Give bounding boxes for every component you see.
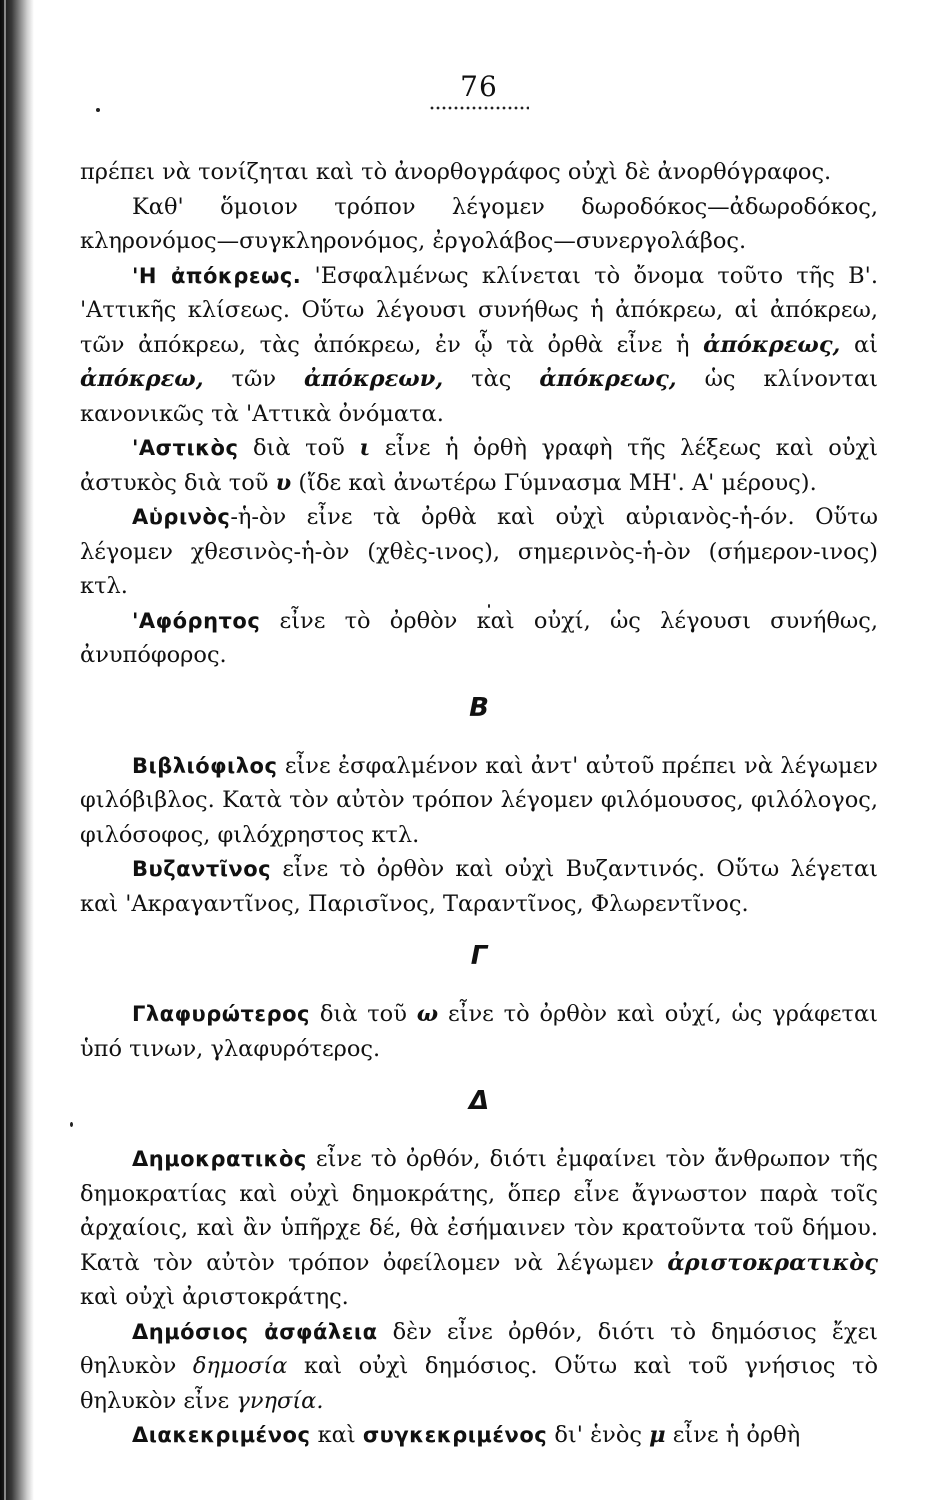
paragraph [80,190,878,259]
text-run: διὰ τοῦ [310,1001,417,1027]
paragraph [80,1418,878,1453]
paragraph [80,852,878,921]
text-run: καὶ [310,1422,363,1448]
headword: Διακεκριμένος [132,1423,311,1447]
paragraph [80,155,878,190]
headword: 'Η ἀπόκρεως. [132,263,302,288]
paragraph [80,749,878,853]
text-run: ὡς κλίνονται κανονικῶς τὰ 'Αττικὰ ὀνόματα. [80,366,879,427]
headword: Γλαφυρώτερος [132,1002,310,1026]
paragraph [80,1142,878,1315]
headword: Αὑρινὸς [132,505,231,529]
section-letter-heading: Δ [468,1086,490,1116]
text-run: εἶνε τὸ ὀρθὸν καὶ οὐχί, ὡς λέγουσι συνήθως, ἀνυπόφορος. [80,607,878,668]
text-run: καὶ οὐχὶ δημόσιος. Οὕτω καὶ τοῦ γνήσιος τὸ θηλυκὸν εἶνε [80,1353,879,1414]
italic-form: δημοσία [192,1353,288,1379]
text-run: εἶνε τὸ ὀρθὸν καὶ οὐχί, ὡς γράφεται ὑπό τινων, γλαφυρότερος. [80,1001,878,1062]
emphasized-form: ω [416,1001,439,1027]
text-run: εἶνε τὸ ὀρθόν, διότι ἐμφαίνει τὸν ἄνθρωπον τῆς δημοκρατίας καὶ οὐχὶ δημοκράτης, ὅπερ εἶνε ἄγνωστον παρὰ τοῖς ἀρχαίοις, καὶ ἂν ὑπῆρχε δέ, θὰ ἐσήμαινεν τὸν κρατοῦντα τοῦ δήμου. Κατὰ τὸν αὐτὸν τρόπον ὀφείλομεν νὰ λέγωμεν [80,1146,878,1276]
print-speck [70,1122,73,1127]
headword: Δημόσιος ἀσφάλεια [132,1319,378,1344]
text-run: δι' ἑνὸς [547,1422,650,1448]
headword: 'Αστικὸς [132,436,239,460]
emphasized-form: ἀπόκρεων, [303,366,444,392]
page-body [80,155,878,1453]
emphasized-form: ἀπόκρεως, [703,331,841,358]
emphasized-form: ἀπόκρεω, [80,366,204,392]
text-run: εἶνε ἡ ὀρθὴ [665,1422,801,1448]
section-letter-heading: Γ [470,941,488,971]
text-run: (ἴδε καὶ ἀνωτέρω Γύμνασμα ΜΗ'. Α' μέρους). [291,469,817,496]
text-run: δὲν εἶνε ὀρθόν, διότι τὸ δημόσιος ἔχει θηλυκὸν [80,1318,878,1379]
headword: 'Αφόρητος [132,608,261,633]
text-run: διὰ τοῦ [238,435,360,461]
headword: Βιβλιόφιλος [132,753,278,778]
paragraph [80,259,878,432]
italic-form: γνησία. [236,1387,324,1414]
text-run: 'Εσφαλμένως κλίνεται τὸ ὄνομα τοῦτο τῆς Β'. 'Αττικῆς κλίσεως. Οὕτω λέγουσι συνήθως ἡ ἀπόκρεω, αἱ ἀπόκρεω, τῶν ἀπόκρεω, τὰς ἀπόκρεω, ἐν ᾧ τὰ ὀρθὰ εἶνε ἡ [80,262,878,358]
headword: συγκεκριμένος [362,1423,548,1447]
text-run: αἱ [840,331,878,358]
text-run: εἶνε τὸ ὀρθὸν καὶ οὐχὶ Βυζαντινός. Οὕτω λέγεται καὶ 'Ακραγαντῖνος, Παρισῖνος, Ταραντῖνος, Φλωρεντῖνος. [80,856,878,917]
text-run: Καθ' ὅμοιον τρόπον λέγομεν δωροδόκος—ἀδωροδόκος, κληρονόμος—συγκληρονόμος, ἐργολάβος—συνεργολάβος. [80,193,878,254]
text-run: πρέπει νὰ τονίζηται καὶ τὸ ἀνορθογράφος οὐχὶ δὲ ἀνορθόγραφος. [80,159,832,185]
paragraph [80,431,878,500]
text-run: εἶνε ἐσφαλμένον καὶ ἀντ' αὐτοῦ πρέπει νὰ λέγωμεν φιλόβιβλος. Κατὰ τὸν αὐτὸν τρόπον λέγομεν φιλόμουσος, φιλόλογος, φιλόσοφος, φιλόχρηστος κτλ. [80,752,878,848]
text-run: τὰς [443,366,540,392]
emphasized-form: ι [359,435,371,461]
headword: Βυζαντῖνος [132,857,272,881]
text-run: -ἡ-ὸν εἶνε τὰ ὀρθὰ καὶ οὐχὶ αὐριανὸς-ἡ-όν. Οὕτω λέγομεν χθεσινὸς-ἡ-ὸν (χθὲς-ινος), σημερινὸς-ἡ-ὸν (σήμερον-ινος) κτλ. [80,504,878,599]
paragraph [80,997,878,1066]
page-number [80,70,878,103]
text-run: εἶνε ἡ ὀρθὴ γραφὴ τῆς λέξεως καὶ οὐχὶ ἀστυκὸς διὰ τοῦ [80,435,878,496]
emphasized-form: ἀπόκρεως, [539,366,677,392]
paragraph [80,1315,878,1419]
page-number-text: 76 [460,70,498,103]
emphasized-form: ἀριστοκρατικὸς [667,1249,878,1276]
book-page [80,70,878,1453]
text-run: καὶ οὐχὶ ἀριστοκράτης. [80,1284,349,1310]
section-letter-heading: Β [469,692,489,723]
paragraph [80,604,878,673]
text-run: τῶν [203,366,304,392]
emphasized-form: μ [649,1422,666,1448]
emphasized-form: υ [275,469,292,496]
paragraph [80,500,878,604]
book-gutter-shadow [0,0,34,1500]
headword: Δημοκρατικὸς [132,1147,307,1171]
page-number-ornament [429,105,529,111]
